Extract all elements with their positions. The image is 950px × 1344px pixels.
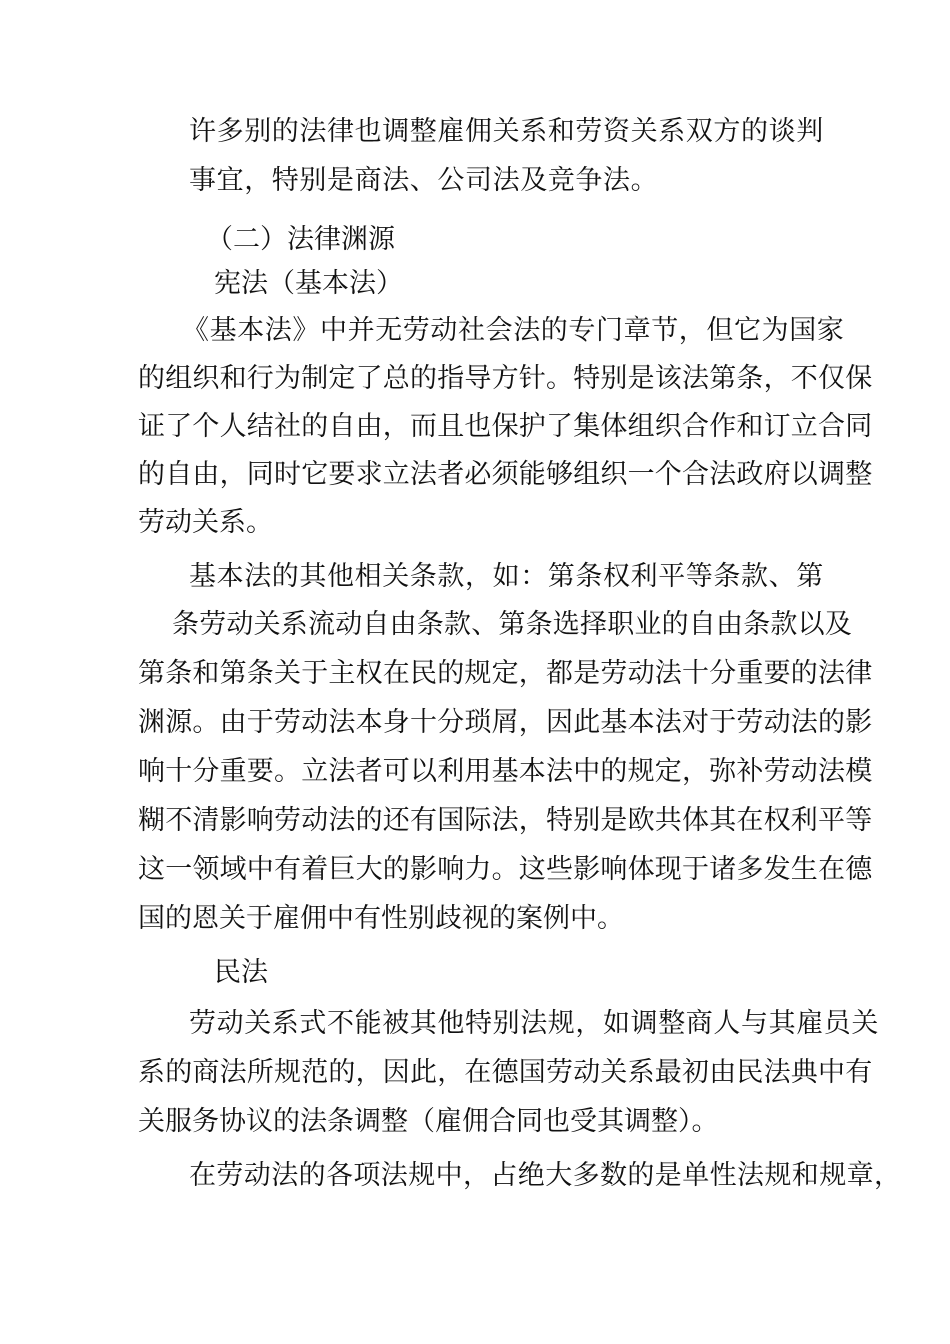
paragraph-line: 基本法的其他相关条款，如：第条权利平等条款、第 (189, 561, 824, 592)
paragraph-line: 糊不清影响劳动法的还有国际法，特别是欧共体其在权利平等 (138, 805, 873, 836)
paragraph-line: 国的恩关于雇佣中有性别歧视的案例中。 (138, 903, 624, 934)
paragraph-line: 第条和第条关于主权在民的规定，都是劳动法十分重要的法律 (138, 658, 873, 689)
paragraph-line: 许多别的法律也调整雇佣关系和劳资关系双方的谈判 (189, 116, 824, 147)
paragraph-line: 的组织和行为制定了总的指导方针。特别是该法第条，不仅保 (138, 363, 873, 394)
paragraph-line: 劳动关系式不能被其他特别法规，如调整商人与其雇员关 (189, 1008, 879, 1039)
paragraph-line: 劳动关系。 (138, 507, 273, 538)
paragraph-line: 证了个人结社的自由，而且也保护了集体组织合作和订立合同 (138, 411, 873, 442)
paragraph-line: 关服务协议的法条调整（雇佣合同也受其调整）。 (138, 1106, 719, 1137)
paragraph-line: 在劳动法的各项法规中，占绝大多数的是单性法规和规章， (189, 1160, 902, 1191)
subsection-heading: 民法 (214, 957, 268, 988)
section-heading: （二）法律渊源 (206, 224, 395, 255)
subsection-heading: 宪法（基本法） (214, 268, 403, 299)
paragraph-line: 《基本法》中并无劳动社会法的专门章节，但它为国家 (182, 315, 845, 346)
paragraph-line: 响十分重要。立法者可以利用基本法中的规定，弥补劳动法模 (138, 756, 873, 787)
paragraph-line: 系的商法所规范的，因此，在德国劳动关系最初由民法典中有 (138, 1057, 873, 1088)
paragraph-line: 事宜，特别是商法、公司法及竞争法。 (189, 165, 659, 196)
paragraph-line: 条劳动关系流动自由条款、第条选择职业的自由条款以及 (172, 609, 852, 640)
paragraph-line: 的自由，同时它要求立法者必须能够组织一个合法政府以调整 (138, 459, 873, 490)
paragraph-line: 这一领域中有着巨大的影响力。这些影响体现于诸多发生在德 (138, 854, 873, 885)
paragraph-line: 渊源。由于劳动法本身十分琐屑，因此基本法对于劳动法的影 (138, 707, 873, 738)
